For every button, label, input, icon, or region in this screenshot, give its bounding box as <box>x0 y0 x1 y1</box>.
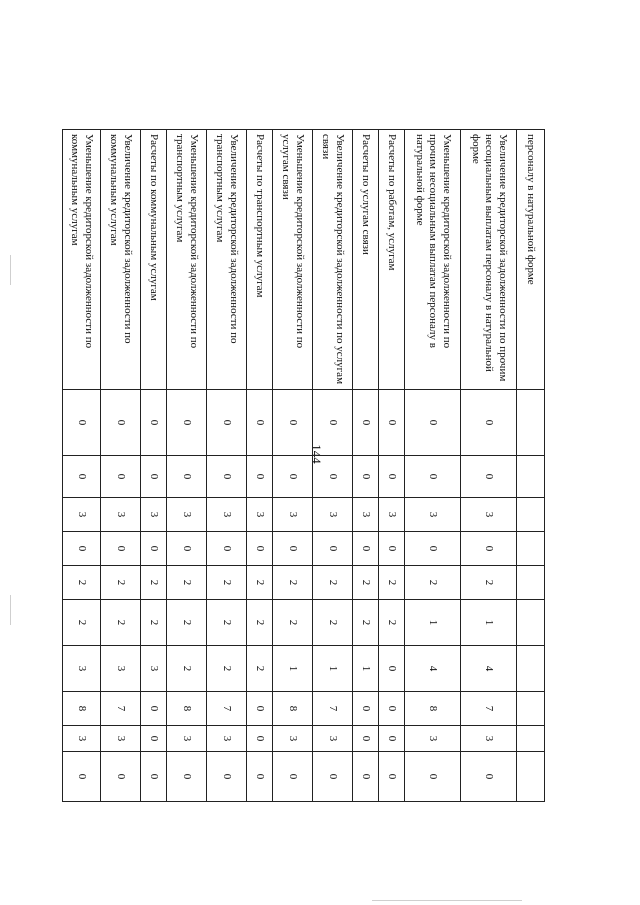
table-row <box>313 130 353 802</box>
code-cell: 0 <box>379 726 405 752</box>
code-cell: 0 <box>63 390 101 456</box>
code-cell: 3 <box>167 726 207 752</box>
row-name-cell: Расчеты по услугам связи <box>353 130 379 390</box>
row-name-cell: Увеличение кредиторской задолженности по коммунальным услугам <box>101 130 141 390</box>
scan-edge-mark <box>10 255 11 285</box>
row-name-cell: Увеличение кредиторской задолженности по услугам связи <box>313 130 353 390</box>
code-cell <box>517 726 545 752</box>
code-cell: 0 <box>141 456 167 498</box>
code-cell: 1 <box>461 600 517 646</box>
code-cell: 2 <box>273 566 313 600</box>
code-cell: 3 <box>63 498 101 532</box>
row-name-cell: Уменьшение кредиторской задолженности по транспортным услугам <box>167 130 207 390</box>
code-cell: 3 <box>461 498 517 532</box>
code-cell: 2 <box>247 600 273 646</box>
code-cell: 0 <box>63 532 101 566</box>
code-cell: 0 <box>353 532 379 566</box>
code-cell: 0 <box>101 532 141 566</box>
code-cell: 0 <box>313 390 353 456</box>
row-name-cell: Уменьшение кредиторской задолженности по прочим несоциальным выплатам персоналу в натуральной форме <box>405 130 461 390</box>
code-cell: 0 <box>313 532 353 566</box>
code-cell: 2 <box>207 566 247 600</box>
code-cell: 0 <box>207 532 247 566</box>
code-cell: 7 <box>101 692 141 726</box>
code-cell: 0 <box>247 532 273 566</box>
code-cell: 0 <box>167 532 207 566</box>
table-row <box>167 130 207 802</box>
code-cell: 2 <box>247 566 273 600</box>
code-cell: 3 <box>101 498 141 532</box>
code-cell: 0 <box>247 390 273 456</box>
table-row <box>379 130 405 802</box>
code-cell <box>517 752 545 802</box>
row-name-cell: Расчеты по транспортным услугам <box>247 130 273 390</box>
row-name-cell: Уменьшение кредиторской задолженности по коммунальным услугам <box>63 130 101 390</box>
code-cell: 2 <box>101 600 141 646</box>
code-cell: 0 <box>167 390 207 456</box>
code-cell: 3 <box>313 726 353 752</box>
code-cell: 0 <box>101 752 141 802</box>
account-codes-table-wrapper <box>69 129 545 801</box>
code-cell: 2 <box>207 600 247 646</box>
code-cell: 0 <box>405 456 461 498</box>
row-name-cell: Уменьшение кредиторской задолженности по услугам связи <box>273 130 313 390</box>
code-cell: 0 <box>405 532 461 566</box>
code-cell: 3 <box>461 726 517 752</box>
code-cell: 1 <box>313 646 353 692</box>
code-cell: 0 <box>247 752 273 802</box>
code-cell: 0 <box>353 726 379 752</box>
code-cell: 0 <box>207 456 247 498</box>
code-cell: 8 <box>167 692 207 726</box>
code-cell: 3 <box>63 726 101 752</box>
code-cell: 0 <box>273 390 313 456</box>
code-cell: 7 <box>207 692 247 726</box>
row-name-cell: персоналу в натуральной форме <box>517 130 545 390</box>
code-cell: 0 <box>141 692 167 726</box>
code-cell: 3 <box>101 646 141 692</box>
code-cell: 0 <box>353 752 379 802</box>
code-cell: 2 <box>167 646 207 692</box>
code-cell: 3 <box>313 498 353 532</box>
code-cell: 3 <box>405 498 461 532</box>
code-cell: 3 <box>207 726 247 752</box>
table-row <box>273 130 313 802</box>
code-cell: 0 <box>461 390 517 456</box>
code-cell: 2 <box>379 566 405 600</box>
code-cell: 0 <box>273 456 313 498</box>
code-cell: 2 <box>63 566 101 600</box>
table-row <box>63 130 101 802</box>
code-cell: 3 <box>101 726 141 752</box>
code-cell: 1 <box>405 600 461 646</box>
code-cell: 2 <box>379 600 405 646</box>
code-cell: 7 <box>461 692 517 726</box>
code-cell: 2 <box>273 600 313 646</box>
code-cell: 2 <box>353 600 379 646</box>
code-cell: 0 <box>63 456 101 498</box>
code-cell: 8 <box>273 692 313 726</box>
code-cell <box>517 692 545 726</box>
code-cell: 0 <box>379 390 405 456</box>
code-cell: 0 <box>379 752 405 802</box>
code-cell: 0 <box>353 692 379 726</box>
code-cell: 0 <box>405 752 461 802</box>
page-number: 144 <box>308 444 324 464</box>
table-row <box>247 130 273 802</box>
code-cell: 3 <box>273 726 313 752</box>
code-cell <box>517 566 545 600</box>
code-cell: 0 <box>167 456 207 498</box>
scan-edge-mark <box>372 900 522 901</box>
code-cell <box>517 498 545 532</box>
row-name-cell: Увеличение кредиторской задолженности по прочим несоциальным выплатам персоналу в натуральной форме <box>461 130 517 390</box>
code-cell: 0 <box>313 456 353 498</box>
code-cell: 0 <box>353 390 379 456</box>
code-cell: 8 <box>405 692 461 726</box>
code-cell <box>517 456 545 498</box>
code-cell: 0 <box>353 456 379 498</box>
code-cell: 0 <box>247 456 273 498</box>
code-cell: 0 <box>141 726 167 752</box>
code-cell: 1 <box>273 646 313 692</box>
code-cell: 2 <box>353 566 379 600</box>
table-row <box>207 130 247 802</box>
code-cell: 0 <box>313 752 353 802</box>
table-row <box>141 130 167 802</box>
table-row <box>461 130 517 802</box>
table-row <box>405 130 461 802</box>
code-cell: 2 <box>461 566 517 600</box>
code-cell: 0 <box>101 456 141 498</box>
code-cell: 0 <box>461 752 517 802</box>
code-cell: 0 <box>247 726 273 752</box>
code-cell: 3 <box>63 646 101 692</box>
code-cell: 4 <box>461 646 517 692</box>
table-row <box>517 130 545 802</box>
code-cell <box>517 390 545 456</box>
code-cell: 3 <box>405 726 461 752</box>
code-cell: 2 <box>313 566 353 600</box>
table-row <box>101 130 141 802</box>
code-cell: 3 <box>379 498 405 532</box>
code-cell <box>517 646 545 692</box>
row-name-cell: Расчеты по работам, услугам <box>379 130 405 390</box>
code-cell: 2 <box>167 600 207 646</box>
account-codes-table <box>62 129 545 802</box>
code-cell: 2 <box>141 566 167 600</box>
code-cell: 0 <box>63 752 101 802</box>
code-cell: 2 <box>405 566 461 600</box>
code-cell: 0 <box>141 752 167 802</box>
code-cell <box>517 600 545 646</box>
code-cell: 0 <box>207 752 247 802</box>
code-cell: 2 <box>247 646 273 692</box>
code-cell: 3 <box>167 498 207 532</box>
code-cell: 0 <box>461 456 517 498</box>
code-cell <box>517 532 545 566</box>
code-cell: 0 <box>141 390 167 456</box>
code-cell: 0 <box>273 532 313 566</box>
code-cell: 0 <box>101 390 141 456</box>
code-cell: 2 <box>101 566 141 600</box>
table-body <box>63 130 545 802</box>
code-cell: 0 <box>167 752 207 802</box>
code-cell: 0 <box>273 752 313 802</box>
code-cell: 0 <box>379 456 405 498</box>
code-cell: 0 <box>405 390 461 456</box>
code-cell: 0 <box>379 532 405 566</box>
code-cell: 7 <box>313 692 353 726</box>
code-cell: 8 <box>63 692 101 726</box>
code-cell: 3 <box>247 498 273 532</box>
code-cell: 0 <box>207 390 247 456</box>
code-cell: 2 <box>141 600 167 646</box>
code-cell: 2 <box>63 600 101 646</box>
code-cell: 0 <box>461 532 517 566</box>
table-row <box>353 130 379 802</box>
code-cell: 3 <box>273 498 313 532</box>
code-cell: 3 <box>141 646 167 692</box>
code-cell: 0 <box>379 646 405 692</box>
row-name-cell: Расчеты по коммунальным услугам <box>141 130 167 390</box>
code-cell: 2 <box>167 566 207 600</box>
code-cell: 3 <box>207 498 247 532</box>
code-cell: 3 <box>353 498 379 532</box>
code-cell: 1 <box>353 646 379 692</box>
code-cell: 0 <box>141 532 167 566</box>
code-cell: 0 <box>247 692 273 726</box>
code-cell: 2 <box>207 646 247 692</box>
row-name-cell: Увеличение кредиторской задолженности по транспортным услугам <box>207 130 247 390</box>
code-cell: 4 <box>405 646 461 692</box>
code-cell: 2 <box>313 600 353 646</box>
scan-edge-mark <box>10 595 11 625</box>
code-cell: 0 <box>379 692 405 726</box>
code-cell: 3 <box>141 498 167 532</box>
